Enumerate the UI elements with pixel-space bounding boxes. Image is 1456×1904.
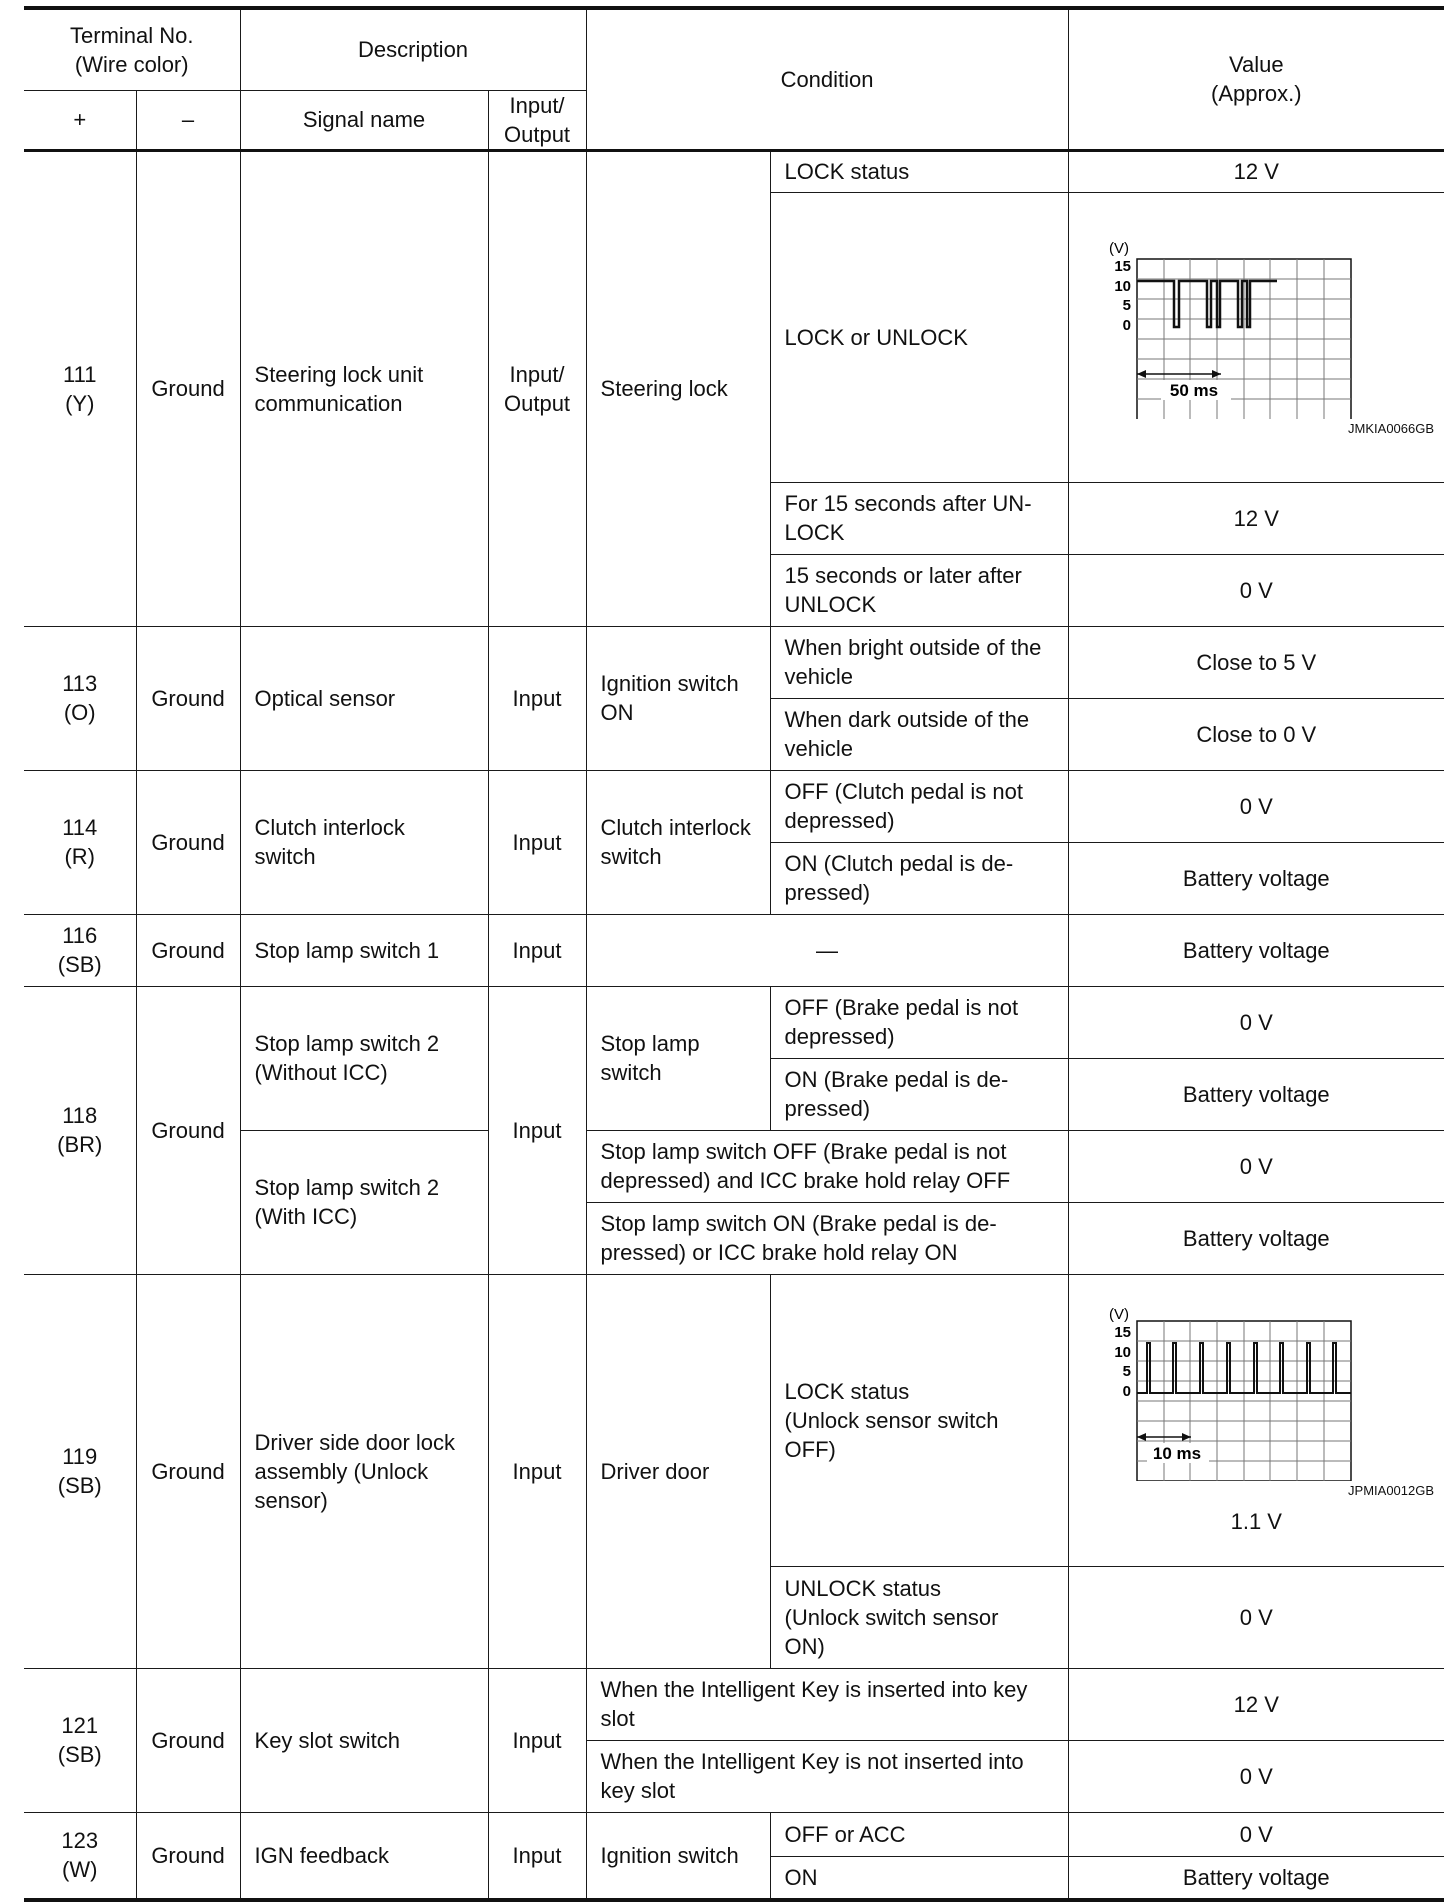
terminal-113: 113 (O) <box>24 626 136 770</box>
terminal-113-sub-value: Close to 5 V <box>1068 626 1444 698</box>
waveform-trace <box>1137 281 1277 327</box>
terminal-121-condition: When the Intelligent Key is inserted into key slot <box>586 1668 1068 1740</box>
terminal-118-sub-value: 0 V <box>1068 986 1444 1058</box>
waveform-y-tick: 5 <box>1122 297 1131 314</box>
terminal-119-sub-value: 0 V <box>1068 1566 1444 1668</box>
terminal-114-sub-value: Battery voltage <box>1068 842 1444 914</box>
waveform-y-tick: 10 <box>1113 278 1131 295</box>
terminal-spec-table <box>24 6 1444 1902</box>
minus-header: – <box>136 90 240 150</box>
terminal-119-io: Input <box>488 1274 586 1668</box>
terminal-113-sub-value: Close to 0 V <box>1068 698 1444 770</box>
terminal-121-value: 0 V <box>1068 1740 1444 1812</box>
terminal-111-waveform-cell <box>1068 192 1444 482</box>
terminal-119-condition: Driver door <box>586 1274 770 1668</box>
terminal-121-value: 12 V <box>1068 1668 1444 1740</box>
waveform-timebase: 50 ms <box>1169 381 1218 400</box>
terminal-118-signal-without-icc: Stop lamp switch 2 (Without ICC) <box>240 986 488 1130</box>
steering-lock-waveform <box>1109 239 1359 419</box>
terminal-114-condition: Clutch interlock switch <box>586 770 770 914</box>
terminal-121-minus: Ground <box>136 1668 240 1812</box>
terminal-119-sub-condition: LOCK status (Unlock sensor switch OFF) <box>770 1274 1068 1566</box>
terminal-123-sub-value: Battery voltage <box>1068 1856 1444 1900</box>
terminal-114-io: Input <box>488 770 586 914</box>
terminal-113-io: Input <box>488 626 586 770</box>
terminal-123-sub-value: 0 V <box>1068 1812 1444 1856</box>
waveform-figure-code: JMKIA0066GB <box>1348 421 1435 436</box>
terminal-116-value: Battery voltage <box>1068 914 1444 986</box>
waveform-y-tick: 0 <box>1122 317 1131 334</box>
terminal-114-sub-condition: OFF (Clutch pedal is not depressed) <box>770 770 1068 842</box>
terminal-123-minus: Ground <box>136 1812 240 1900</box>
terminal-114-minus: Ground <box>136 770 240 914</box>
terminal-123-signal: IGN feedback <box>240 1812 488 1900</box>
terminal-113-sub-condition: When bright outside of the vehicle <box>770 626 1068 698</box>
terminal-111: 111 (Y) <box>24 150 136 626</box>
terminal-111-sub-condition: LOCK status <box>770 150 1068 192</box>
terminal-114-sub-condition: ON (Clutch pedal is de- pressed) <box>770 842 1068 914</box>
terminal-113-sub-condition: When dark outside of the vehicle <box>770 698 1068 770</box>
terminal-118-icc-condition: Stop lamp switch ON (Brake pedal is de- pressed) or ICC brake hold relay ON <box>586 1202 1068 1274</box>
terminal-111-sub-condition: For 15 seconds after UN- LOCK <box>770 482 1068 554</box>
terminal-118-io: Input <box>488 986 586 1274</box>
waveform-timebase: 10 ms <box>1152 1444 1201 1463</box>
terminal-111-sub-value: 0 V <box>1068 554 1444 626</box>
value-header: Value (Approx.) <box>1068 8 1444 150</box>
terminal-118-condition: Stop lamp switch <box>586 986 770 1130</box>
terminal-111-minus: Ground <box>136 150 240 626</box>
condition-header: Condition <box>586 8 1068 150</box>
plus-header: + <box>24 90 136 150</box>
terminal-123-sub-condition: ON <box>770 1856 1068 1900</box>
terminal-114-sub-value: 0 V <box>1068 770 1444 842</box>
terminal-116-io: Input <box>488 914 586 986</box>
terminal-116-signal: Stop lamp switch 1 <box>240 914 488 986</box>
terminal-111-sub-condition: 15 seconds or later after UNLOCK <box>770 554 1068 626</box>
terminal-118-icc-condition: Stop lamp switch OFF (Brake pedal is not depressed) and ICC brake hold relay OFF <box>586 1130 1068 1202</box>
description-header: Description <box>240 8 586 90</box>
terminal-118-signal-with-icc: Stop lamp switch 2 (With ICC) <box>240 1130 488 1274</box>
terminal-111-sub-value: 12 V <box>1068 482 1444 554</box>
terminal-123-condition: Ignition switch <box>586 1812 770 1900</box>
terminal-118-sub-value: Battery voltage <box>1068 1058 1444 1130</box>
terminal-119: 119 (SB) <box>24 1274 136 1668</box>
terminal-121-signal: Key slot switch <box>240 1668 488 1812</box>
terminal-119-minus: Ground <box>136 1274 240 1668</box>
terminal-spec-table-container <box>24 6 1444 1902</box>
terminal-118-minus: Ground <box>136 986 240 1274</box>
terminal-119-sub-value: 1.1 V <box>1230 1509 1282 1534</box>
waveform-y-tick: 15 <box>1113 1324 1131 1341</box>
terminal-119-sub-condition: UNLOCK status (Unlock switch sensor ON) <box>770 1566 1068 1668</box>
terminal-118-icc-value: Battery voltage <box>1068 1202 1444 1274</box>
terminal-123-io: Input <box>488 1812 586 1900</box>
terminal-111-sub-value: 12 V <box>1068 150 1444 192</box>
terminal-118-sub-condition: ON (Brake pedal is de- pressed) <box>770 1058 1068 1130</box>
terminal-111-signal: Steering lock unit communication <box>240 150 488 626</box>
terminal-118: 118 (BR) <box>24 986 136 1274</box>
signal-name-header: Signal name <box>240 90 488 150</box>
waveform-y-tick: 5 <box>1122 1363 1131 1380</box>
waveform-unit-label: (V) <box>1108 240 1129 257</box>
terminal-no-header: Terminal No. (Wire color) <box>24 8 240 90</box>
terminal-116: 116 (SB) <box>24 914 136 986</box>
door-unlock-sensor-waveform <box>1109 1305 1359 1481</box>
terminal-123: 123 (W) <box>24 1812 136 1900</box>
waveform-unit-label: (V) <box>1108 1306 1129 1323</box>
terminal-121-io: Input <box>488 1668 586 1812</box>
waveform-y-tick: 0 <box>1122 1383 1131 1400</box>
terminal-113-condition: Ignition switch ON <box>586 626 770 770</box>
terminal-121: 121 (SB) <box>24 1668 136 1812</box>
terminal-121-condition: When the Intelligent Key is not inserted into key slot <box>586 1740 1068 1812</box>
terminal-123-sub-condition: OFF or ACC <box>770 1812 1068 1856</box>
terminal-114-signal: Clutch interlock switch <box>240 770 488 914</box>
terminal-111-io: Input/ Output <box>488 150 586 626</box>
terminal-113-minus: Ground <box>136 626 240 770</box>
terminal-119-waveform-cell <box>1068 1274 1444 1566</box>
terminal-116-minus: Ground <box>136 914 240 986</box>
terminal-111-sub-condition: LOCK or UNLOCK <box>770 192 1068 482</box>
terminal-113-signal: Optical sensor <box>240 626 488 770</box>
terminal-116-condition: — <box>586 914 1068 986</box>
waveform-figure-code: JPMIA0012GB <box>1348 1483 1435 1498</box>
input-output-header: Input/ Output <box>488 90 586 150</box>
terminal-118-sub-condition: OFF (Brake pedal is not depressed) <box>770 986 1068 1058</box>
terminal-119-signal: Driver side door lock assembly (Unlock sensor) <box>240 1274 488 1668</box>
terminal-114: 114 (R) <box>24 770 136 914</box>
terminal-111-condition: Steering lock <box>586 150 770 626</box>
terminal-118-icc-value: 0 V <box>1068 1130 1444 1202</box>
waveform-y-tick: 10 <box>1113 1344 1131 1361</box>
waveform-y-tick: 15 <box>1113 258 1131 275</box>
